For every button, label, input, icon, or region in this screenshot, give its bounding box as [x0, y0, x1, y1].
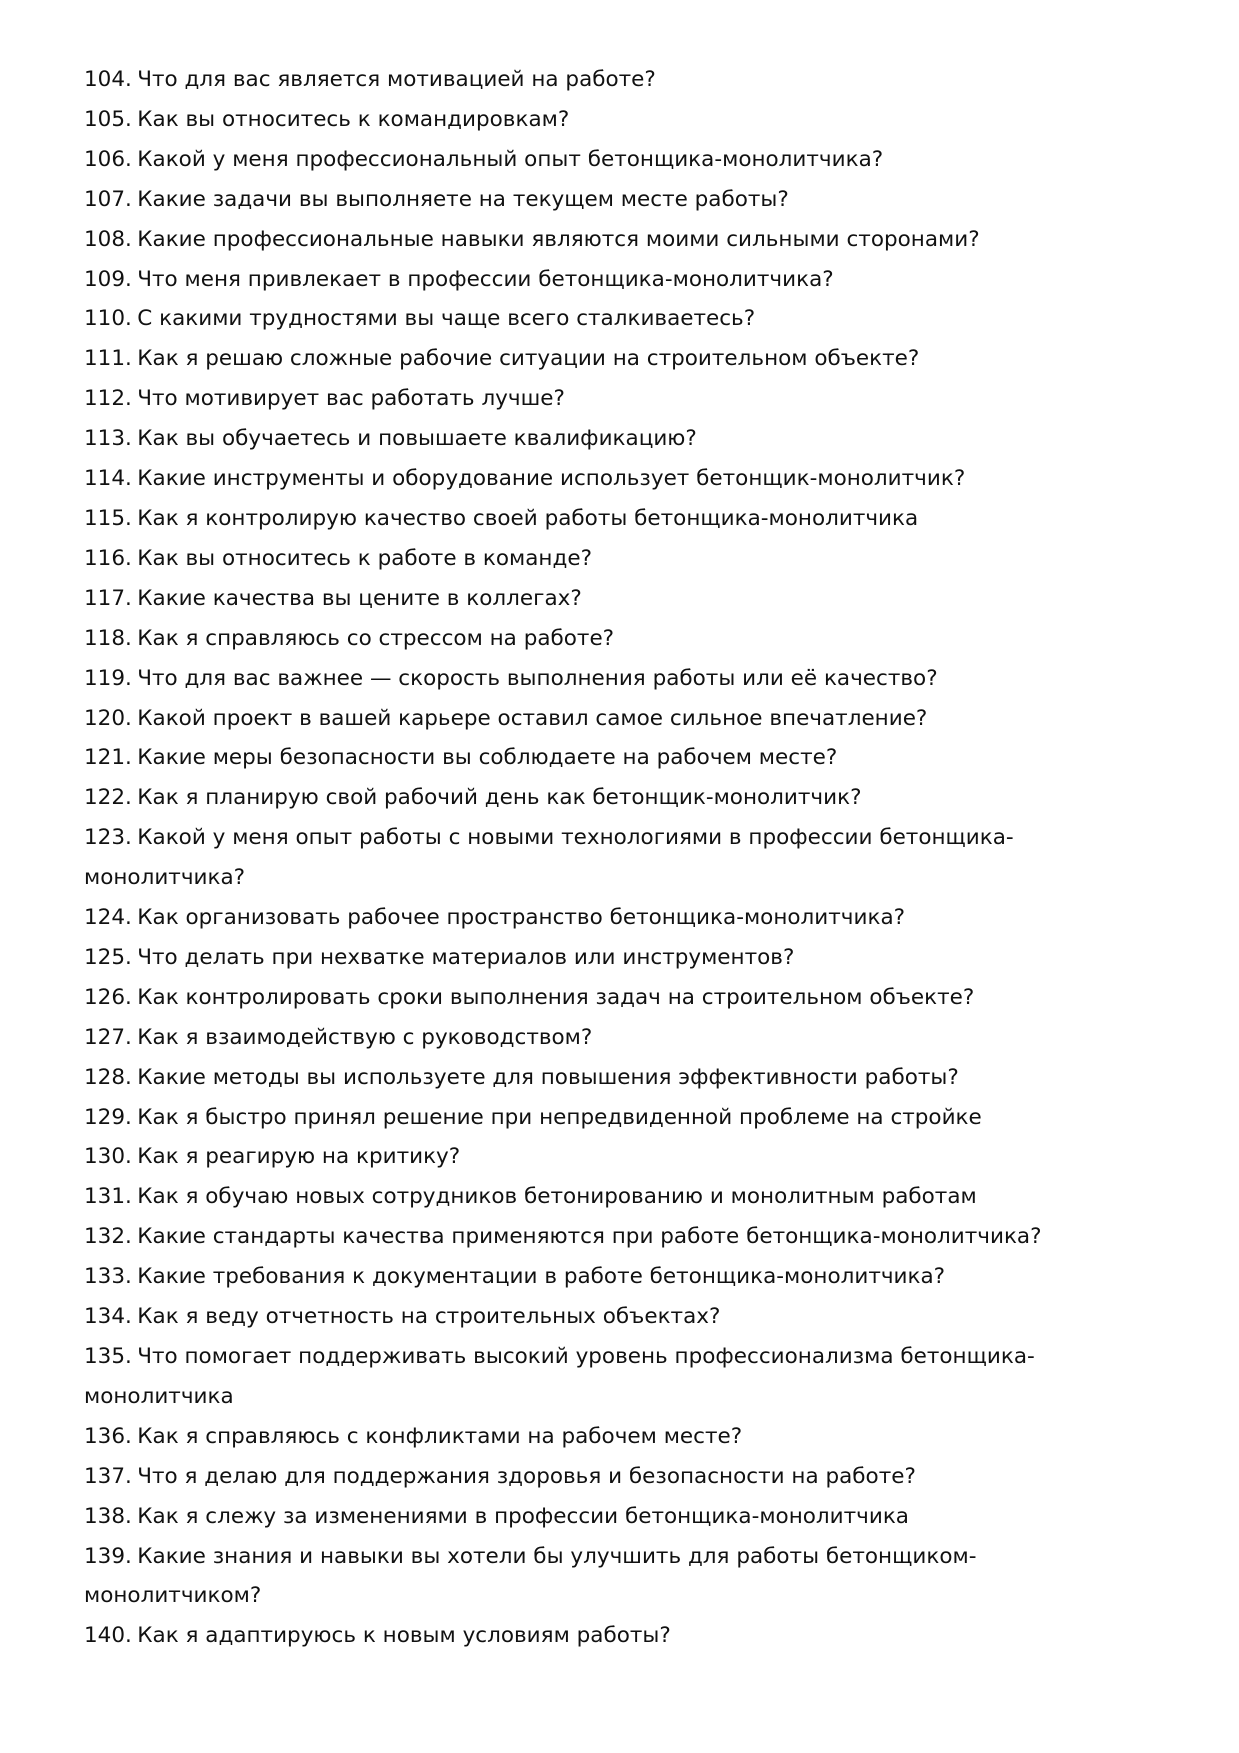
- question-text: Как я планирую свой рабочий день как бетонщик-монолитчик?: [137, 785, 862, 811]
- question-number: 137.: [84, 1463, 132, 1489]
- question-number: 104.: [84, 67, 132, 92]
- question-item: [84, 459, 1074, 499]
- question-item: [84, 140, 1074, 180]
- question-number: 135.: [84, 1344, 132, 1369]
- question-number: 123.: [84, 825, 132, 851]
- question-number: 119.: [84, 665, 132, 691]
- question-item: [84, 619, 1074, 659]
- question-number: 120.: [84, 705, 132, 731]
- question-item: [84, 1616, 1074, 1656]
- question-number: 117.: [84, 585, 132, 611]
- question-item: [84, 339, 1074, 379]
- question-text: Как я реагирую на критику?: [137, 1144, 461, 1170]
- question-text: Какие меры безопасности вы соблюдаете на рабочем месте?: [137, 745, 838, 771]
- question-item: [84, 938, 1074, 978]
- question-item: [84, 659, 1074, 699]
- question-text: Как я справляюсь со стрессом на работе?: [137, 625, 615, 651]
- question-number: 110.: [84, 306, 132, 332]
- question-number: 113.: [84, 426, 132, 452]
- question-text: Какой проект в вашей карьере оставил самое сильное впечатление?: [137, 705, 928, 731]
- question-item: [84, 1297, 1074, 1337]
- question-item: [84, 499, 1074, 539]
- question-item: [84, 100, 1074, 140]
- question-text: Что помогает поддерживать высокий уровень профессионализма бетонщика-монолитчика: [84, 1344, 1035, 1409]
- question-text: Какие знания и навыки вы хотели бы улучшить для работы бетонщиком-монолитчиком?: [84, 1543, 977, 1609]
- question-text: Как я обучаю новых сотрудников бетонированию и монолитным работам: [137, 1184, 977, 1210]
- question-number: 112.: [84, 386, 132, 412]
- question-item: [84, 1177, 1074, 1217]
- question-number: 109.: [84, 266, 132, 292]
- question-number: 130.: [84, 1144, 132, 1170]
- question-item: [84, 1537, 1074, 1617]
- question-item: [84, 978, 1074, 1018]
- question-number: 115.: [84, 505, 132, 531]
- question-text: Какие стандарты качества применяются при работе бетонщика-монолитчика?: [137, 1224, 1042, 1250]
- question-text: Что мотивирует вас работать лучше?: [137, 386, 565, 412]
- question-number: 108.: [84, 226, 132, 252]
- question-text: Как я веду отчетность на строительных объектах?: [137, 1304, 721, 1330]
- question-item: [84, 1457, 1074, 1497]
- question-number: 129.: [84, 1104, 132, 1130]
- question-text: Как я контролирую качество своей работы бетонщика-монолитчика: [137, 505, 919, 531]
- question-text: Что для вас является мотивацией на работе?: [137, 67, 656, 92]
- question-item: [84, 1098, 1074, 1138]
- question-number: 107.: [84, 186, 132, 212]
- question-list: [84, 60, 1074, 1656]
- question-text: Какой у меня профессиональный опыт бетонщика-монолитчика?: [137, 146, 884, 172]
- question-item: [84, 260, 1074, 300]
- question-item: [84, 738, 1074, 778]
- question-text: Какой у меня опыт работы с новыми технологиями в профессии бетонщика-монолитчика?: [84, 825, 1014, 891]
- question-text: Какие качества вы цените в коллегах?: [137, 585, 582, 611]
- question-item: [84, 579, 1074, 619]
- question-item: [84, 60, 1074, 100]
- question-item: [84, 1137, 1074, 1177]
- question-text: Как контролировать сроки выполнения задач на строительном объекте?: [137, 984, 975, 1010]
- question-number: 134.: [84, 1304, 132, 1330]
- question-text: Как вы относитесь к командировкам?: [137, 106, 570, 132]
- question-item: [84, 1257, 1074, 1297]
- question-text: Как я адаптируюсь к новым условиям работы?: [137, 1623, 671, 1649]
- question-text: Что меня привлекает в профессии бетонщика-монолитчика?: [137, 266, 834, 292]
- question-text: Как я слежу за изменениями в профессии бетонщика-монолитчика: [137, 1503, 909, 1529]
- question-number: 116.: [84, 545, 132, 571]
- question-text: С какими трудностями вы чаще всего сталкиваетесь?: [137, 306, 756, 332]
- question-number: 140.: [84, 1623, 132, 1649]
- question-number: 133.: [84, 1264, 132, 1290]
- question-item: [84, 180, 1074, 220]
- question-number: 106.: [84, 146, 132, 172]
- question-item: [84, 699, 1074, 739]
- question-item: [84, 1217, 1074, 1257]
- question-item: [84, 1058, 1074, 1098]
- question-text: Какие методы вы используете для повышения эффективности работы?: [137, 1064, 959, 1090]
- question-item: [84, 1337, 1074, 1417]
- question-number: 111.: [84, 346, 132, 372]
- question-item: [84, 1497, 1074, 1537]
- question-number: 139.: [84, 1543, 132, 1569]
- question-text: Как я быстро принял решение при непредвиденной проблеме на стройке: [137, 1104, 982, 1130]
- question-number: 132.: [84, 1224, 132, 1250]
- question-item: [84, 299, 1074, 339]
- question-item: [84, 379, 1074, 419]
- question-number: 125.: [84, 944, 132, 970]
- question-number: 121.: [84, 745, 132, 771]
- question-number: 136.: [84, 1423, 132, 1449]
- question-text: Как я взаимодействую с руководством?: [137, 1024, 593, 1050]
- question-item: [84, 1417, 1074, 1457]
- question-text: Какие требования к документации в работе бетонщика-монолитчика?: [137, 1264, 946, 1290]
- question-number: 131.: [84, 1184, 132, 1210]
- question-item: [84, 818, 1074, 898]
- question-text: Как организовать рабочее пространство бетонщика-монолитчика?: [137, 905, 906, 931]
- question-number: 122.: [84, 785, 132, 811]
- question-number: 114.: [84, 466, 132, 492]
- question-number: 138.: [84, 1503, 132, 1529]
- question-text: Как я решаю сложные рабочие ситуации на строительном объекте?: [137, 346, 920, 372]
- question-item: [84, 898, 1074, 938]
- question-text: Что я делаю для поддержания здоровья и безопасности на работе?: [137, 1463, 916, 1489]
- question-number: 126.: [84, 984, 132, 1010]
- question-text: Какие профессиональные навыки являются моими сильными сторонами?: [137, 226, 980, 252]
- question-number: 105.: [84, 106, 132, 132]
- question-item: [84, 1018, 1074, 1058]
- question-text: Как вы обучаетесь и повышаете квалификацию?: [137, 426, 697, 452]
- question-text: Что делать при нехватке материалов или инструментов?: [137, 944, 795, 970]
- question-text: Что для вас важнее — скорость выполнения работы или её качество?: [137, 665, 938, 691]
- question-text: Как я справляюсь с конфликтами на рабочем месте?: [137, 1423, 743, 1449]
- question-number: 124.: [84, 905, 132, 931]
- question-number: 118.: [84, 625, 132, 651]
- question-item: [84, 220, 1074, 260]
- question-text: Какие инструменты и оборудование использует бетонщик-монолитчик?: [137, 466, 966, 492]
- question-text: Какие задачи вы выполняете на текущем месте работы?: [137, 186, 789, 212]
- question-item: [84, 539, 1074, 579]
- question-text: Как вы относитесь к работе в команде?: [137, 545, 592, 571]
- question-item: [84, 778, 1074, 818]
- question-number: 128.: [84, 1064, 132, 1090]
- question-item: [84, 419, 1074, 459]
- question-number: 127.: [84, 1024, 132, 1050]
